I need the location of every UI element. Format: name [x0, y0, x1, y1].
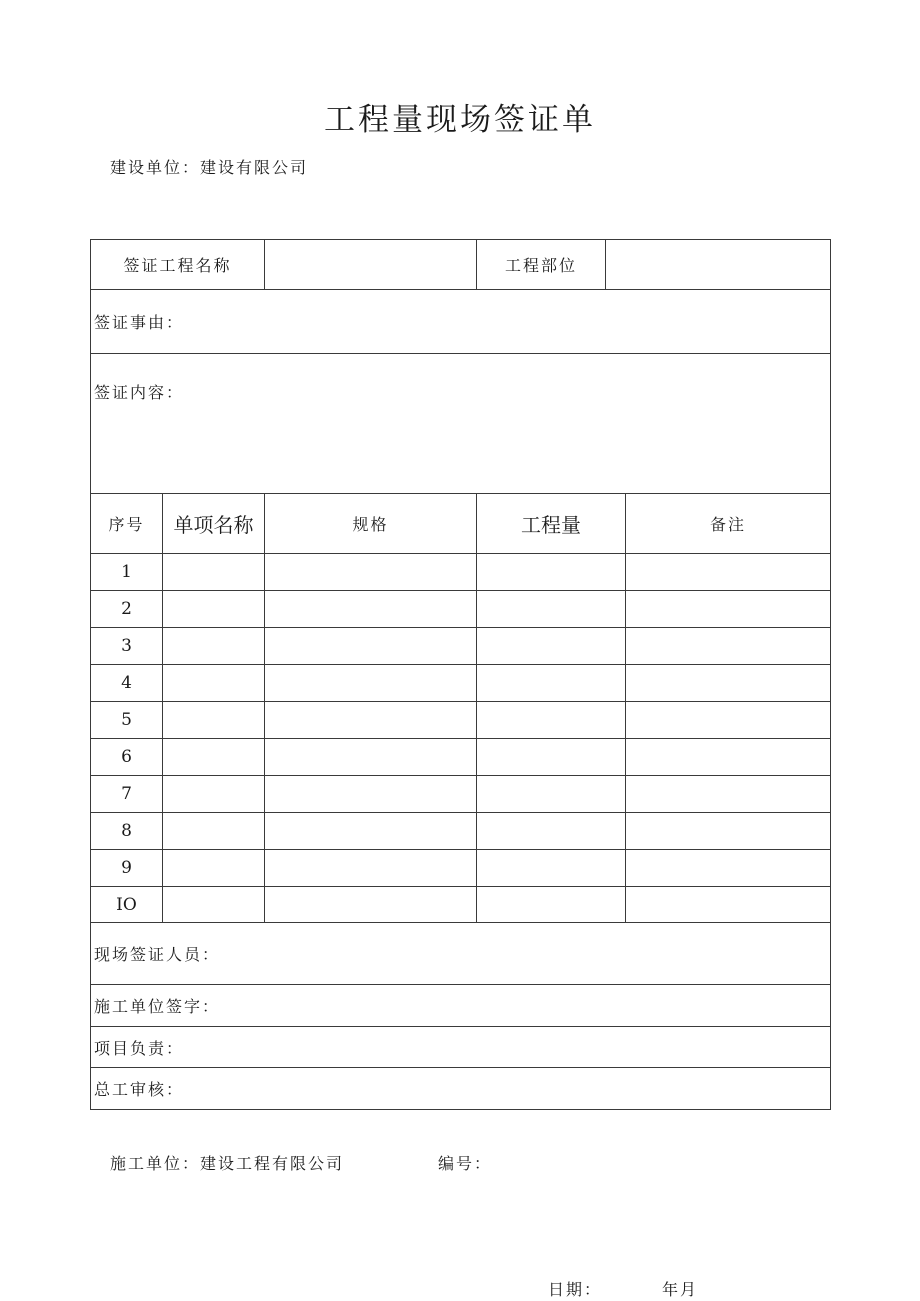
- cell-quantity[interactable]: [477, 554, 626, 591]
- table-row: [91, 813, 831, 850]
- project-name-field[interactable]: [265, 240, 477, 290]
- row-number: 3: [91, 628, 163, 665]
- table-row: [91, 776, 831, 813]
- cell-item-name[interactable]: [163, 776, 265, 813]
- cell-item-name[interactable]: [163, 591, 265, 628]
- cell-item-name[interactable]: [163, 887, 265, 923]
- cell-quantity[interactable]: [477, 776, 626, 813]
- row-number: 8: [91, 813, 163, 850]
- row-number: IO: [91, 887, 163, 923]
- cell-item-name[interactable]: [163, 702, 265, 739]
- site-staff-row: [91, 923, 831, 985]
- cell-item-name[interactable]: [163, 739, 265, 776]
- cell-note[interactable]: [626, 665, 831, 702]
- contractor-sign-label[interactable]: 施工单位签字：: [91, 985, 831, 1027]
- footer-date-label: 日期：: [548, 1280, 603, 1299]
- visa-form-table: [90, 239, 831, 1110]
- cell-item-name[interactable]: [163, 554, 265, 591]
- cell-quantity[interactable]: [477, 702, 626, 739]
- cell-spec[interactable]: [265, 702, 477, 739]
- cell-note[interactable]: [626, 850, 831, 887]
- footer-contractor: 施工单位：建设工程有限公司: [110, 1154, 345, 1173]
- project-lead-row: [91, 1027, 831, 1068]
- table-row: [91, 591, 831, 628]
- header-row: [91, 240, 831, 290]
- cell-spec[interactable]: [265, 739, 477, 776]
- cell-quantity[interactable]: [477, 591, 626, 628]
- cell-note[interactable]: [626, 702, 831, 739]
- cell-spec[interactable]: [265, 850, 477, 887]
- cell-quantity[interactable]: [477, 887, 626, 923]
- location-field[interactable]: [606, 240, 831, 290]
- owner-unit: 建设单位：建设有限公司: [110, 158, 309, 177]
- location-label: 工程部位: [477, 240, 606, 290]
- table-row: [91, 702, 831, 739]
- cell-note[interactable]: [626, 554, 831, 591]
- table-row: [91, 850, 831, 887]
- cell-quantity[interactable]: [477, 628, 626, 665]
- content-label[interactable]: 签证内容：: [91, 354, 831, 494]
- reason-row: [91, 290, 831, 354]
- row-number: 7: [91, 776, 163, 813]
- cell-item-name[interactable]: [163, 813, 265, 850]
- cell-note[interactable]: [626, 887, 831, 923]
- cell-quantity[interactable]: [477, 665, 626, 702]
- cell-note[interactable]: [626, 776, 831, 813]
- reason-label[interactable]: 签证事由：: [91, 290, 831, 354]
- footer-number-label: 编号：: [438, 1154, 493, 1173]
- cell-quantity[interactable]: [477, 739, 626, 776]
- cell-quantity[interactable]: [477, 850, 626, 887]
- cell-spec[interactable]: [265, 887, 477, 923]
- project-name-label: 签证工程名称: [91, 240, 265, 290]
- cell-note[interactable]: [626, 739, 831, 776]
- cell-spec[interactable]: [265, 591, 477, 628]
- row-number: 4: [91, 665, 163, 702]
- project-lead-label[interactable]: 项目负责：: [91, 1027, 831, 1068]
- footer-date-year-month: 年月: [662, 1280, 699, 1299]
- table-row: [91, 665, 831, 702]
- col-header-spec: 规格: [265, 494, 477, 554]
- table-row: [91, 554, 831, 591]
- cell-note[interactable]: [626, 813, 831, 850]
- cell-item-name[interactable]: [163, 665, 265, 702]
- cell-note[interactable]: [626, 591, 831, 628]
- col-header-no: 序号: [91, 494, 163, 554]
- cell-spec[interactable]: [265, 628, 477, 665]
- row-number: 2: [91, 591, 163, 628]
- col-header-item-name: 单项名称: [163, 494, 265, 554]
- content-row: [91, 354, 831, 494]
- col-header-note: 备注: [626, 494, 831, 554]
- cell-item-name[interactable]: [163, 628, 265, 665]
- column-header-row: [91, 494, 831, 554]
- table-row: [91, 628, 831, 665]
- row-number: 1: [91, 554, 163, 591]
- cell-spec[interactable]: [265, 665, 477, 702]
- cell-spec[interactable]: [265, 776, 477, 813]
- contractor-sign-row: [91, 985, 831, 1027]
- table-row: [91, 887, 831, 923]
- cell-item-name[interactable]: [163, 850, 265, 887]
- document-title: 工程量现场签证单: [324, 102, 596, 138]
- row-number: 9: [91, 850, 163, 887]
- cell-note[interactable]: [626, 628, 831, 665]
- cell-spec[interactable]: [265, 813, 477, 850]
- cell-spec[interactable]: [265, 554, 477, 591]
- col-header-quantity: 工程量: [477, 494, 626, 554]
- chief-review-label[interactable]: 总工审核：: [91, 1068, 831, 1110]
- row-number: 5: [91, 702, 163, 739]
- chief-review-row: [91, 1068, 831, 1110]
- table-row: [91, 739, 831, 776]
- cell-quantity[interactable]: [477, 813, 626, 850]
- site-staff-label[interactable]: 现场签证人员：: [91, 923, 831, 985]
- row-number: 6: [91, 739, 163, 776]
